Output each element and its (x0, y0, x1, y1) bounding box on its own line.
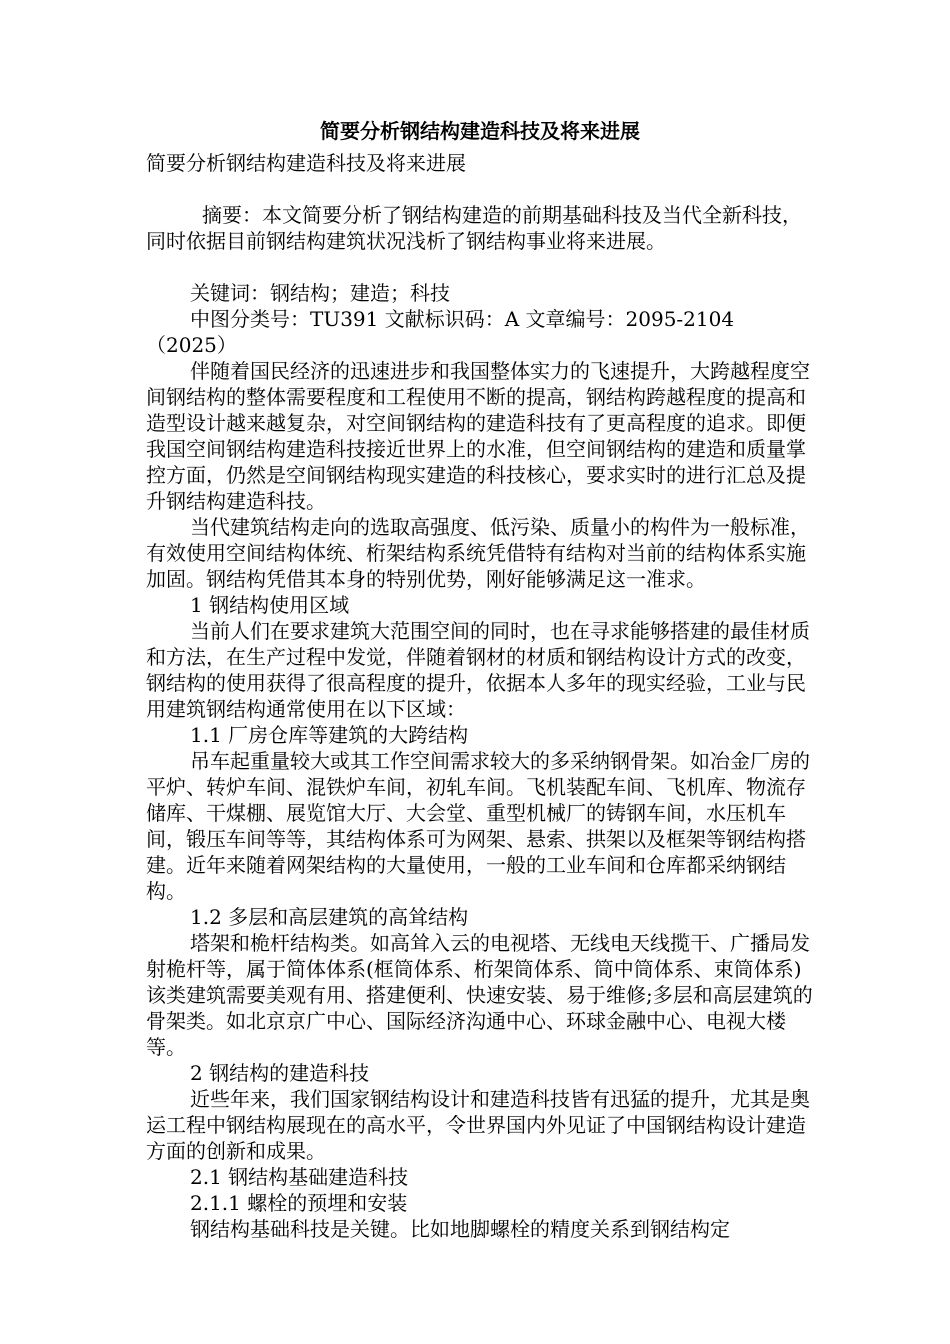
document-page (146, 118, 814, 1242)
section-heading-2-1-1: 2.1.1 螺栓的预埋和安装 (190, 1191, 408, 1215)
section-heading-2: 2 钢结构的建造科技 (190, 1061, 370, 1085)
document-title: 简要分析钢结构建造科技及将来进展 (320, 119, 640, 143)
body-paragraph-4: 吊车起重量较大或其工作空间需求较大的多采纳钢骨架。如冶金厂房的平炉、转炉车间、混铁炉车间，初轧车间。飞机装配车间、飞机库、物流存储库、干煤棚、展览馆大厅、大会堂、重型机械厂的铸钢车间，水压机车间，锻压车间等等，其结构体系可为网架、悬索、拱架以及框架等钢结构搭建。近年来随着网架结构的大量使用，一般的工业车间和仓库都采纳钢结构。 (146, 749, 810, 903)
spacer (146, 254, 814, 280)
section-heading-1-2: 1.2 多层和高层建筑的高耸结构 (190, 905, 469, 929)
body-paragraph-3: 当前人们在要求建筑大范围空间的同时，也在寻求能够搭建的最佳材质和方法，在生产过程中发觉，伴随着钢材的材质和钢结构设计方式的改变，钢结构的使用获得了很高程度的提升，依据本人多年的现实经验，工业与民用建筑钢结构通常使用在以下区域： (146, 619, 810, 721)
abstract-paragraph: 摘要：本文简要分析了钢结构建造的前期基础科技及当代全新科技，同时依据目前钢结构建筑状况浅析了钢结构事业将来进展。 (146, 203, 802, 253)
body-paragraph-5: 塔架和桅杆结构类。如高耸入云的电视塔、无线电天线揽干、广播局发射桅杆等，属于简体体系(框筒体系、桁架筒体系、筒中筒体系、束筒体系)该类建筑需要美观有用、搭建便利、快速安装、易于维修;多层和高层建筑的骨架类。如北京京广中心、国际经济沟通中心、环球金融中心、电视大楼等。 (146, 931, 813, 1059)
body-paragraph-6: 近些年来，我们国家钢结构设计和建造科技皆有迅猛的提升，尤其是奥运工程中钢结构展现在的高水平，令世界国内外见证了中国钢结构设计建造方面的创新和成果。 (146, 1087, 810, 1163)
section-heading-1-1: 1.1 厂房仓库等建筑的大跨结构 (190, 723, 469, 747)
body-paragraph-1: 伴随着国民经济的迅速进步和我国整体实力的飞速提升，大跨越程度空间钢结构的整体需要程度和工程使用不断的提高，钢结构跨越程度的提高和造型设计越来越复杂，对空间钢结构的建造科技有了更高程度的追求。即便我国空间钢结构建造科技接近世界上的水准，但空间钢结构的建造和质量掌控方面，仍然是空间钢结构现实建造的科技核心，要求实时的进行汇总及提升钢结构建造科技。 (146, 359, 810, 513)
body-paragraph-7: 钢结构基础科技是关键。比如地脚螺栓的精度关系到钢结构定 (190, 1217, 730, 1241)
section-heading-2-1: 2.1 钢结构基础建造科技 (190, 1165, 409, 1189)
section-heading-1: 1 钢结构使用区域 (190, 593, 350, 617)
document-subtitle: 简要分析钢结构建造科技及将来进展 (146, 151, 466, 175)
keywords-line: 关键词：钢结构；建造；科技 (190, 281, 450, 305)
body-paragraph-2: 当代建筑结构走向的选取高强度、低污染、质量小的构件为一般标准，有效使用空间结构体统、桁架结构系统凭借特有结构对当前的结构体系实施加固。钢结构凭借其本身的特别优势，刚好能够满足这一准求。 (146, 515, 810, 591)
spacer (146, 176, 814, 202)
classification-line: 中图分类号：TU391 文献标识码：A 文章编号：2095-2104（2025） (146, 307, 735, 357)
